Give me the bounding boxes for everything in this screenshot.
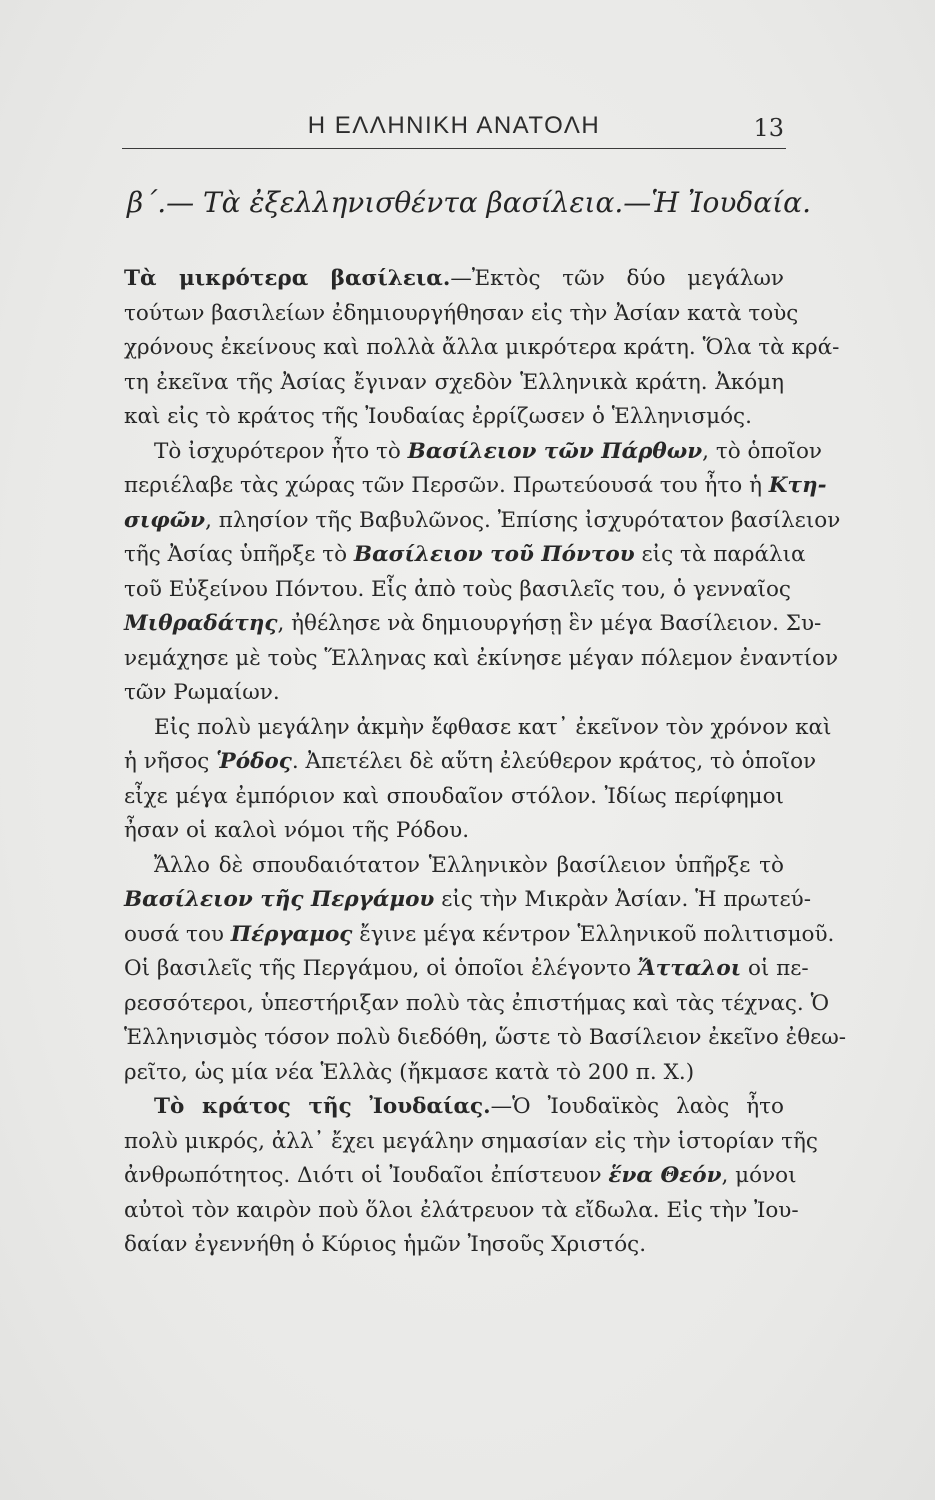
text-segment: πολὺ μικρός, ἀλλ᾿ ἔχει μεγάλην σημασίαν εἰς τὴν ἱστορίαν τῆς	[124, 1128, 818, 1154]
text-line	[124, 1056, 784, 1091]
text-line	[124, 814, 784, 849]
text-line	[124, 262, 784, 297]
run-in-heading: Τὸ κράτος τῆς Ἰουδαίας.	[154, 1094, 491, 1119]
text-segment: ουσά του	[124, 921, 231, 947]
text-line	[124, 297, 799, 332]
text-segment: καὶ εἰς τὸ κράτος τῆς Ἰουδαίας ἐρρίζωσεν ὁ Ἑλληνισμός.	[124, 404, 752, 429]
text-segment: ρεσσότεροι, ὑπεστήριξαν πολὺ τὰς ἐπιστήμας καὶ τὰς τέχνας. Ὁ	[124, 990, 830, 1016]
text-line	[124, 469, 827, 504]
text-segment: τῶν Ρωμαίων.	[124, 680, 280, 705]
text-segment: —Ὁ Ἰουδαϊκὸς λαὸς ἦτο	[490, 1094, 784, 1119]
text-line	[124, 538, 806, 573]
text-line	[124, 918, 835, 953]
body-text	[124, 262, 847, 1263]
emphasized-term: ἕνα Θεόν	[608, 1163, 722, 1188]
text-segment: , πλησίον τῆς Βαβυλῶνος. Ἐπίσης ἰσχυρότατον βασίλειον	[205, 507, 841, 533]
text-segment: ρεῖτο, ὡς μία νέα Ἑλλὰς (ἤκμασε κατὰ τὸ 200 π. Χ.)	[124, 1059, 695, 1085]
text-line	[124, 366, 784, 401]
text-segment: ἦσαν οἱ καλοὶ νόμοι τῆς Ρόδου.	[124, 818, 470, 843]
text-segment: ἀνθρωπότητος. Διότι οἱ Ἰουδαῖοι ἐπίστευον	[124, 1163, 609, 1188]
text-line	[124, 987, 830, 1022]
text-segment: τῆς Ἀσίας ὑπῆρξε τὸ	[124, 542, 354, 567]
text-line	[124, 1159, 797, 1194]
text-line	[124, 1228, 784, 1263]
run-in-heading: Τὰ μικρότερα βασίλεια.	[124, 266, 451, 291]
text-segment: Εἰς πολὺ μεγάλην ἀκμὴν ἔφθασε κατ᾿ ἐκεῖνον τὸν χρόνον καὶ	[154, 714, 832, 740]
text-line	[124, 711, 832, 746]
text-segment: εἶχε μέγα ἐμπόριον καὶ σπουδαῖον στόλον. Ἰδίως περίφημοι	[124, 783, 784, 809]
text-line	[124, 1090, 784, 1125]
text-line	[124, 1125, 818, 1160]
page-number: 13	[753, 114, 784, 142]
text-line	[124, 504, 841, 539]
text-segment: εἰς τὰ παράλια	[634, 542, 806, 567]
text-line	[124, 1021, 847, 1056]
text-segment: Ἄλλο δὲ σπουδαιότατον Ἑλληνικὸν βασίλειον ὑπῆρξε τὸ	[154, 852, 784, 878]
text-segment: δαίαν ἐγεννήθη ὁ Κύριος ἡμῶν Ἰησοῦς Χριστός.	[124, 1232, 647, 1257]
text-segment: , τὸ ὁποῖον	[702, 438, 822, 464]
text-line	[124, 331, 840, 366]
text-segment: τοῦ Εὐξείνου Πόντου. Εἷς ἀπὸ τοὺς βασιλεῖς του, ὁ γενναῖος	[124, 576, 791, 602]
running-title: Η ΕΛΛΗΝΙΚΗ ΑΝΑΤΟΛΗ	[307, 112, 601, 139]
text-segment: Τὸ ἰσχυρότερον ἦτο τὸ	[154, 438, 408, 464]
text-segment: ἡ νῆσος	[124, 749, 217, 774]
text-segment: εἰς τὴν Μικρὰν Ἀσίαν. Ἡ πρωτεύ-	[434, 887, 811, 912]
text-segment: , μόνοι	[721, 1163, 797, 1188]
text-line	[124, 745, 817, 780]
emphasized-term: Ἄτταλοι	[637, 956, 742, 981]
text-segment: ἔγινε μέγα κέντρον Ἑλληνικοῦ πολιτισμοῦ.	[352, 921, 835, 947]
page-header	[122, 108, 786, 149]
text-segment: —Ἐκτὸς τῶν δύο μεγάλων	[450, 266, 784, 291]
text-line	[124, 676, 784, 711]
text-segment: τούτων βασιλείων ἐδημιουργήθησαν εἰς τὴν Ἀσίαν κατὰ τοὺς	[124, 300, 799, 326]
emphasized-term: Βασίλειον τῆς Περγάμου	[124, 887, 435, 912]
section-title: β΄.— Τὰ ἐξελληνισθέντα βασίλεια.—Ἡ Ἰουδαία.	[127, 186, 811, 219]
text-line	[124, 849, 784, 884]
text-line	[124, 435, 822, 470]
text-line	[124, 642, 839, 677]
text-segment: οἱ πε-	[741, 956, 809, 981]
text-segment: περιέλαβε τὰς χώρας τῶν Περσῶν. Πρωτεύουσά του ἦτο ἡ	[124, 473, 769, 498]
text-line	[124, 780, 784, 815]
emphasized-term: σιφῶν	[124, 507, 206, 533]
text-segment: Οἱ βασιλεῖς τῆς Περγάμου, οἱ ὁποῖοι ἐλέγοντο	[124, 956, 638, 981]
text-segment: Ἑλληνισμὸς τόσον πολὺ διεδόθη, ὥστε τὸ Βασίλειον ἐκεῖνο ἐθεω-	[124, 1025, 847, 1050]
emphasized-term: Βασίλειον τῶν Πάρθων	[407, 438, 703, 464]
text-segment: , ἠθέλησε νὰ δημιουργήσῃ ἓν μέγα Βασίλειον. Συ-	[277, 611, 822, 636]
emphasized-term: Μιθραδάτης	[124, 611, 278, 636]
emphasized-term: Κτη-	[768, 473, 827, 498]
text-segment: . Ἀπετέλει δὲ αὕτη ἐλεύθερον κράτος, τὸ ὁποῖον	[291, 749, 817, 774]
emphasized-term: Βασίλειον τοῦ Πόντου	[353, 542, 635, 567]
text-line	[124, 573, 791, 608]
text-line	[124, 952, 809, 987]
text-segment: νεμάχησε μὲ τοὺς Ἕλληνας καὶ ἐκίνησε μέγαν πόλεμον ἐναντίον	[124, 645, 839, 671]
emphasized-term: Πέργαμος	[230, 921, 353, 947]
text-segment: χρόνους ἐκείνους καὶ πολλὰ ἄλλα μικρότερα κράτη. Ὅλα τὰ κρά-	[124, 335, 840, 360]
text-line	[124, 400, 784, 435]
text-line	[124, 607, 822, 642]
text-line	[124, 1194, 799, 1229]
text-segment: αὐτοὶ τὸν καιρὸν ποὺ ὅλοι ἐλάτρευον τὰ εἴδωλα. Εἰς τὴν Ἰου-	[124, 1197, 799, 1223]
emphasized-term: Ῥόδος	[216, 749, 292, 774]
text-line	[124, 883, 811, 918]
text-segment: τη ἐκεῖνα τῆς Ἀσίας ἔγιναν σχεδὸν Ἑλληνικὰ κράτη. Ἀκόμη	[124, 369, 784, 395]
